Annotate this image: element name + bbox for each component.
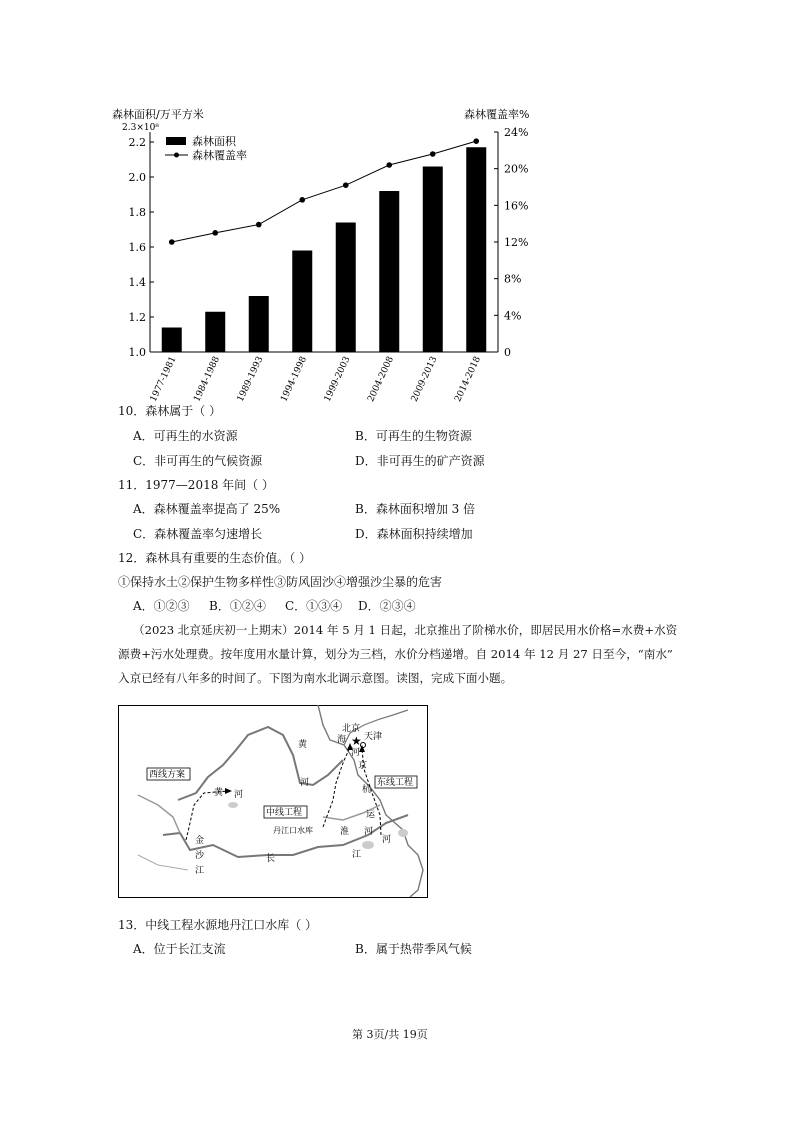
chart-y-exponent: 2.3×10⁸ — [122, 123, 159, 133]
q11-option-a[interactable]: A．森林覆盖率提高了 25% — [133, 502, 281, 516]
coverage-point — [473, 138, 479, 144]
forest-chart — [110, 104, 550, 404]
y-tick-label-right: 8% — [504, 272, 522, 286]
q13-option-b[interactable]: B．属于热带季风气候 — [355, 942, 472, 956]
legend-line-label: 森林覆盖率 — [192, 149, 247, 162]
forest-area-bar — [423, 167, 443, 353]
coverage-point — [430, 151, 436, 157]
q12-option-c[interactable]: C．①③④ — [285, 599, 343, 613]
y-tick-label-right: 12% — [504, 236, 529, 249]
beijing-star-icon: ★ — [351, 734, 362, 748]
map-label-huang-top: 黄 — [298, 740, 308, 750]
map-label-huang-west: 黄 — [214, 788, 224, 798]
q10-option-b[interactable]: B．可再生的生物资源 — [355, 429, 472, 443]
x-tick-label: 2004-2008 — [366, 355, 396, 404]
q12-stem: 12．森林具有重要的生态价值。（ ） — [118, 551, 312, 565]
map-label-east-line: 东线工程 — [377, 778, 414, 788]
map-label-he-2: 河 — [364, 827, 374, 837]
x-tick-label: 1999-2003 — [322, 355, 353, 404]
map-label-he-3: 河 — [382, 835, 392, 845]
map-label-jiang: 江 — [195, 866, 205, 876]
legend-bar-label: 森林面积 — [192, 135, 236, 148]
forest-area-bar — [292, 251, 312, 353]
coverage-point — [169, 239, 175, 245]
forest-area-bar — [249, 296, 269, 352]
y-tick-label-left: 1.4 — [128, 276, 146, 289]
q11-option-d[interactable]: D．森林面积持续增加 — [355, 527, 473, 541]
coverage-point — [256, 222, 262, 228]
map-label-yun: 运 — [366, 810, 376, 820]
q13-option-a[interactable]: A．位于长江支流 — [133, 942, 226, 956]
y-tick-label-right: 20% — [504, 162, 529, 176]
legend-line-marker — [174, 153, 179, 158]
map-label-he: 河 — [351, 748, 361, 758]
x-tick-label: 2009-2013 — [409, 355, 440, 404]
q11-option-b[interactable]: B．森林面积增加 3 倍 — [355, 502, 476, 516]
y-tick-label-left: 1.0 — [128, 346, 146, 359]
y-tick-label-left: 2.2 — [128, 136, 146, 149]
map-label-jiang-2: 江 — [352, 850, 362, 860]
map-label-hang: 杭 — [362, 785, 372, 795]
q12-option-b[interactable]: B．①②④ — [209, 599, 266, 613]
x-tick-label: 1989-1993 — [235, 355, 266, 404]
y-tick-label-right: 0 — [504, 346, 511, 359]
map-label-hai: 海 — [337, 735, 347, 745]
coverage-point — [386, 162, 392, 168]
chart-ylabel-left: 森林面积/万平方米 — [112, 108, 204, 121]
forest-area-bar — [205, 312, 225, 352]
y-tick-label-left: 1.8 — [128, 206, 146, 219]
q10-option-c[interactable]: C．非可再生的气候资源 — [133, 454, 263, 468]
map-label-west-plan: 西线方案 — [149, 770, 186, 780]
forest-area-bar — [379, 191, 399, 352]
forest-area-bar — [466, 147, 486, 352]
q12-items: ①保持水土②保护生物多样性③防风固沙④增强沙尘暴的危害 — [118, 575, 443, 589]
map-label-huai: 淮 — [340, 827, 350, 837]
page-footer: 第 3页/共 19页 — [352, 1028, 428, 1041]
y-tick-label-right: 24% — [504, 126, 529, 139]
map-label-jing: 京 — [358, 761, 368, 771]
map-label-tianjin: 天津 — [364, 732, 383, 742]
q12-option-a[interactable]: A．①②③ — [133, 599, 190, 613]
map-label-middle-line: 中线工程 — [266, 808, 303, 818]
south-north-water-map — [118, 705, 428, 898]
y-tick-label-right: 16% — [504, 199, 529, 213]
q10-option-a[interactable]: A．可再生的水资源 — [133, 429, 238, 443]
passage-line-3: 入京已经有八年多的时间了。下图为南水北调示意图。读图，完成下面小题。 — [118, 671, 513, 685]
q11-option-c[interactable]: C．森林覆盖率匀速增长 — [133, 527, 263, 541]
q10-option-d[interactable]: D．非可再生的矿产资源 — [355, 454, 485, 468]
map-label-he-mid: 河 — [300, 778, 310, 788]
lake — [398, 829, 408, 837]
map-label-chang: 长 — [266, 854, 276, 864]
map-label-jin: 金 — [195, 836, 205, 846]
x-tick-label: 1994-1998 — [279, 355, 309, 404]
x-tick-label: 1977-1981 — [148, 355, 179, 404]
map-label-danjiangkou: 丹江口水库 — [273, 826, 313, 835]
q12-option-d[interactable]: D．②③④ — [358, 599, 416, 613]
q13-stem: 13．中线工程水源地丹江口水库（ ） — [118, 918, 318, 932]
map-label-beijing: 北京 — [342, 724, 361, 734]
chart-ylabel-right: 森林覆盖率% — [464, 108, 530, 121]
lake — [362, 841, 374, 849]
forest-area-bar — [162, 328, 182, 353]
y-tick-label-left: 1.2 — [128, 311, 146, 324]
q10-stem: 10．森林属于（ ） — [118, 404, 222, 418]
lake — [228, 802, 238, 808]
x-tick-label: 1984-1988 — [192, 355, 222, 404]
forest-area-bar — [336, 223, 356, 353]
legend-bar-swatch — [166, 137, 186, 145]
x-tick-label: 2014-2018 — [453, 355, 483, 404]
y-tick-label-left: 2.0 — [128, 171, 146, 184]
map-label-he-west: 河 — [234, 790, 244, 800]
q11-stem: 11．1977—2018 年间（ ） — [118, 478, 274, 492]
y-tick-label-left: 1.6 — [128, 241, 146, 254]
coverage-point — [212, 230, 218, 236]
passage-line-1: （2023 北京延庆初一上期末）2014 年 5 月 1 日起，北京推出了阶梯水价，即居民用水价格=水费+水资 — [133, 623, 678, 637]
passage-line-2: 源费+污水处理费。按年度用水量计算，划分为三档，水价分档递增。自 2014 年 12 月 27 日至今，“南水” — [118, 647, 673, 661]
map-label-sha: 沙 — [195, 851, 205, 861]
coverage-point — [343, 182, 349, 188]
y-tick-label-right: 4% — [504, 309, 522, 323]
coverage-point — [299, 197, 305, 203]
